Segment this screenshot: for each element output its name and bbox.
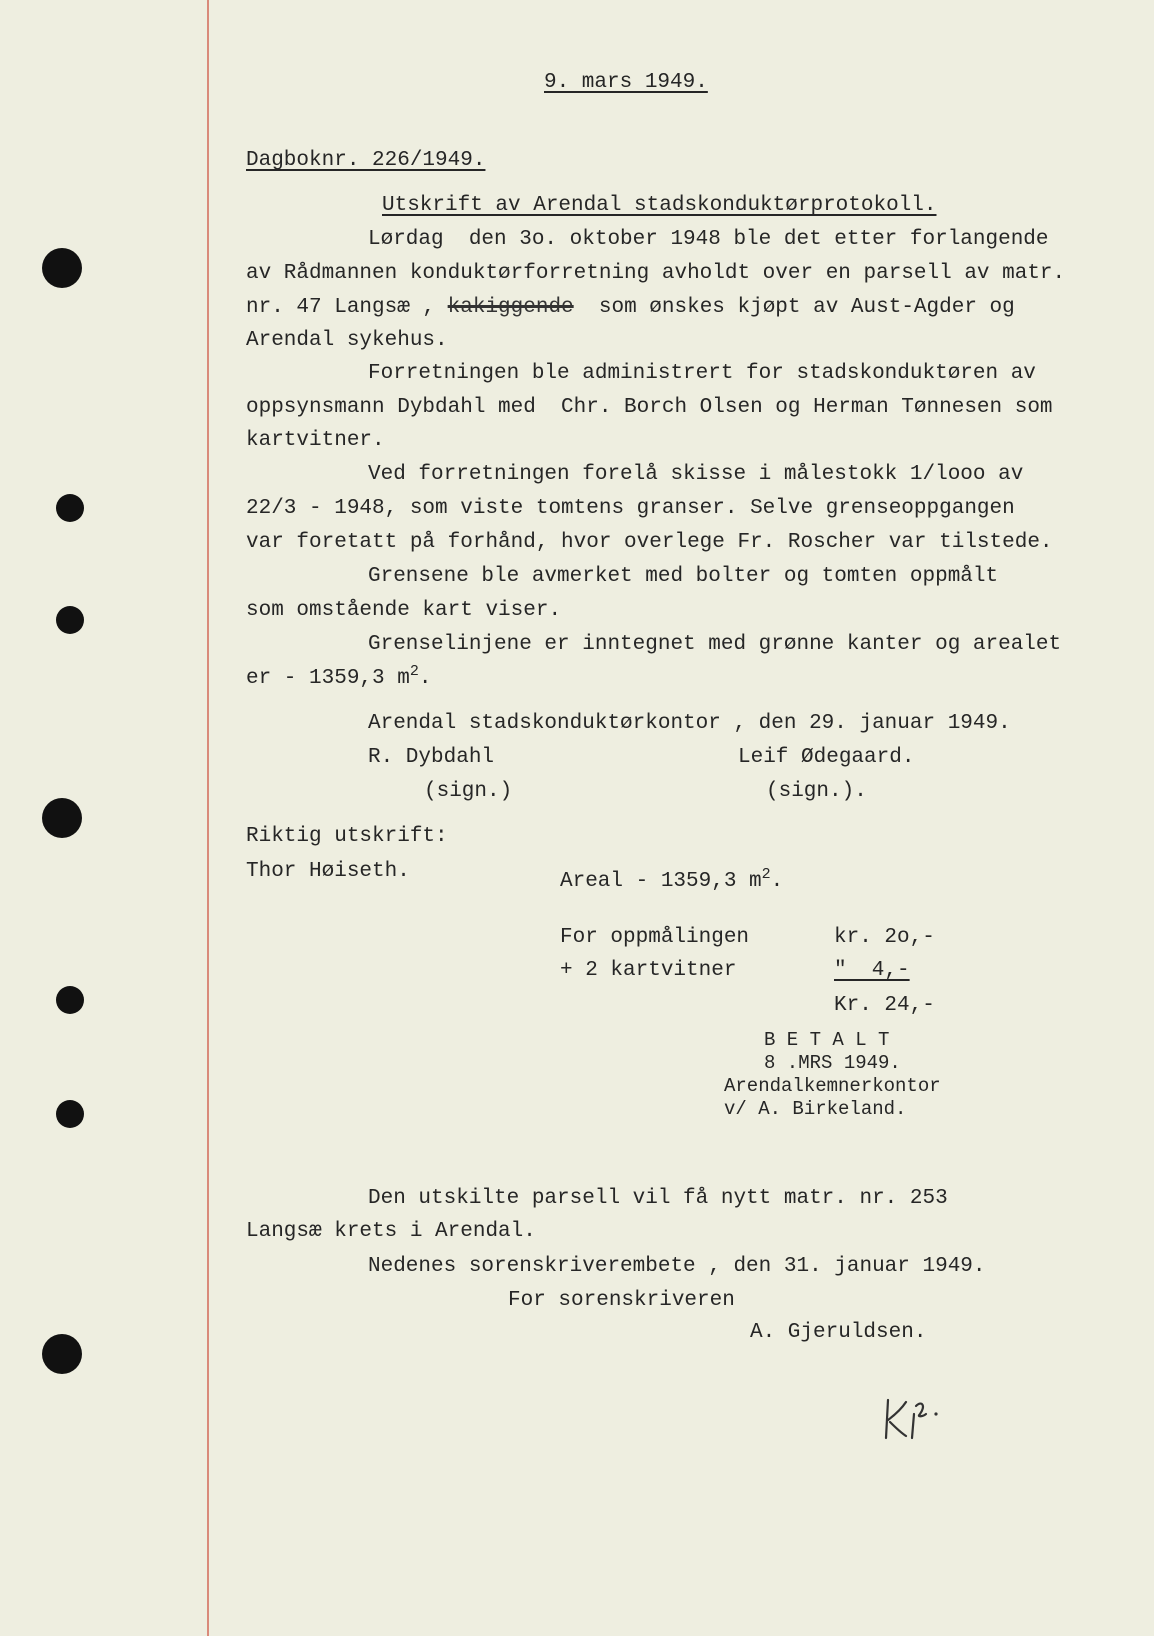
- dagboknr: Dagboknr. 226/1949.: [246, 149, 486, 172]
- handwritten-initials: [880, 1392, 950, 1442]
- body-line: Lørdag den 3o. oktober 1948 ble det etter forlangende: [368, 228, 1049, 251]
- punch-hole: [56, 1100, 84, 1128]
- punch-hole: [56, 986, 84, 1014]
- signer-right-sign: (sign.).: [766, 780, 867, 803]
- footer-line: A. Gjeruldsen.: [750, 1321, 927, 1344]
- riktig-utskrift: Riktig utskrift:: [246, 825, 448, 848]
- body-text: nr. 47 Langsæ ,: [246, 296, 448, 319]
- footer-line: Nedenes sorenskriverembete , den 31. januar 1949.: [368, 1255, 986, 1278]
- body-line: kartvitner.: [246, 429, 385, 452]
- fee-label: For oppmålingen: [560, 926, 750, 949]
- fee-total: Kr. 24,-: [834, 994, 935, 1017]
- area-superscript: 2: [409, 663, 419, 680]
- certifier-name: Thor Høiseth.: [246, 860, 410, 883]
- fee-value: " 4,-: [834, 959, 910, 982]
- punch-hole: [42, 798, 82, 838]
- body-line: [246, 663, 432, 692]
- body-text: som ønskes kjøpt av Aust-Agder og: [573, 296, 1015, 319]
- areal-superscript: 2: [761, 866, 771, 883]
- fee-label: + 2 kartvitner: [560, 959, 737, 982]
- stamp-line: Arendalkemnerkontor: [724, 1075, 941, 1097]
- body-line: [246, 295, 1015, 321]
- area-end: .: [418, 667, 432, 690]
- place-date: Arendal stadskonduktørkontor , den 29. januar 1949.: [368, 712, 1011, 735]
- footer-line: Langsæ krets i Arendal.: [246, 1220, 536, 1243]
- areal-text: Areal - 1359,3 m: [560, 870, 762, 893]
- body-line: som omstående kart viser.: [246, 599, 562, 622]
- body-line: Forretningen ble administrert for stadskonduktøren av: [368, 362, 1036, 385]
- struck-text: kakiggende: [447, 296, 574, 319]
- stamp-line: B E T A L T: [764, 1029, 890, 1051]
- signer-left-sign: (sign.): [424, 780, 513, 803]
- punch-hole: [42, 248, 82, 288]
- areal-line: [560, 866, 784, 895]
- area-text: er - 1359,3 m: [246, 667, 410, 690]
- punch-hole: [56, 494, 84, 522]
- signer-right: Leif Ødegaard.: [738, 746, 915, 769]
- body-line: oppsynsmann Dybdahl med Chr. Borch Olsen og Herman Tønnesen som: [246, 396, 1053, 419]
- margin-line: [207, 0, 209, 1636]
- body-line: Grensene ble avmerket med bolter og tomten oppmålt: [368, 565, 999, 588]
- areal-end: .: [770, 870, 784, 893]
- stamp-line: 8 .MRS 1949.: [764, 1052, 901, 1074]
- footer-line: Den utskilte parsell vil få nytt matr. nr. 253: [368, 1187, 948, 1210]
- punch-hole: [42, 1334, 82, 1374]
- footer-line: For sorenskriveren: [508, 1289, 735, 1312]
- body-line: Arendal sykehus.: [246, 329, 448, 352]
- punch-hole: [56, 606, 84, 634]
- fee-value: kr. 2o,-: [834, 926, 935, 949]
- body-line: Ved forretningen forelå skisse i målestokk 1/looo av: [368, 463, 1024, 486]
- header-date: 9. mars 1949.: [544, 71, 708, 94]
- document-title: Utskrift av Arendal stadskonduktørprotokoll.: [382, 194, 937, 217]
- signer-left: R. Dybdahl: [368, 746, 495, 769]
- body-line: Grenselinjene er inntegnet med grønne kanter og arealet: [368, 633, 1062, 656]
- body-line: 22/3 - 1948, som viste tomtens granser. Selve grenseoppgangen: [246, 497, 1015, 520]
- body-line: var foretatt på forhånd, hvor overlege Fr. Roscher var tilstede.: [246, 531, 1053, 554]
- body-line: av Rådmannen konduktørforretning avholdt over en parsell av matr.: [246, 262, 1066, 285]
- stamp-line: v/ A. Birkeland.: [724, 1098, 907, 1120]
